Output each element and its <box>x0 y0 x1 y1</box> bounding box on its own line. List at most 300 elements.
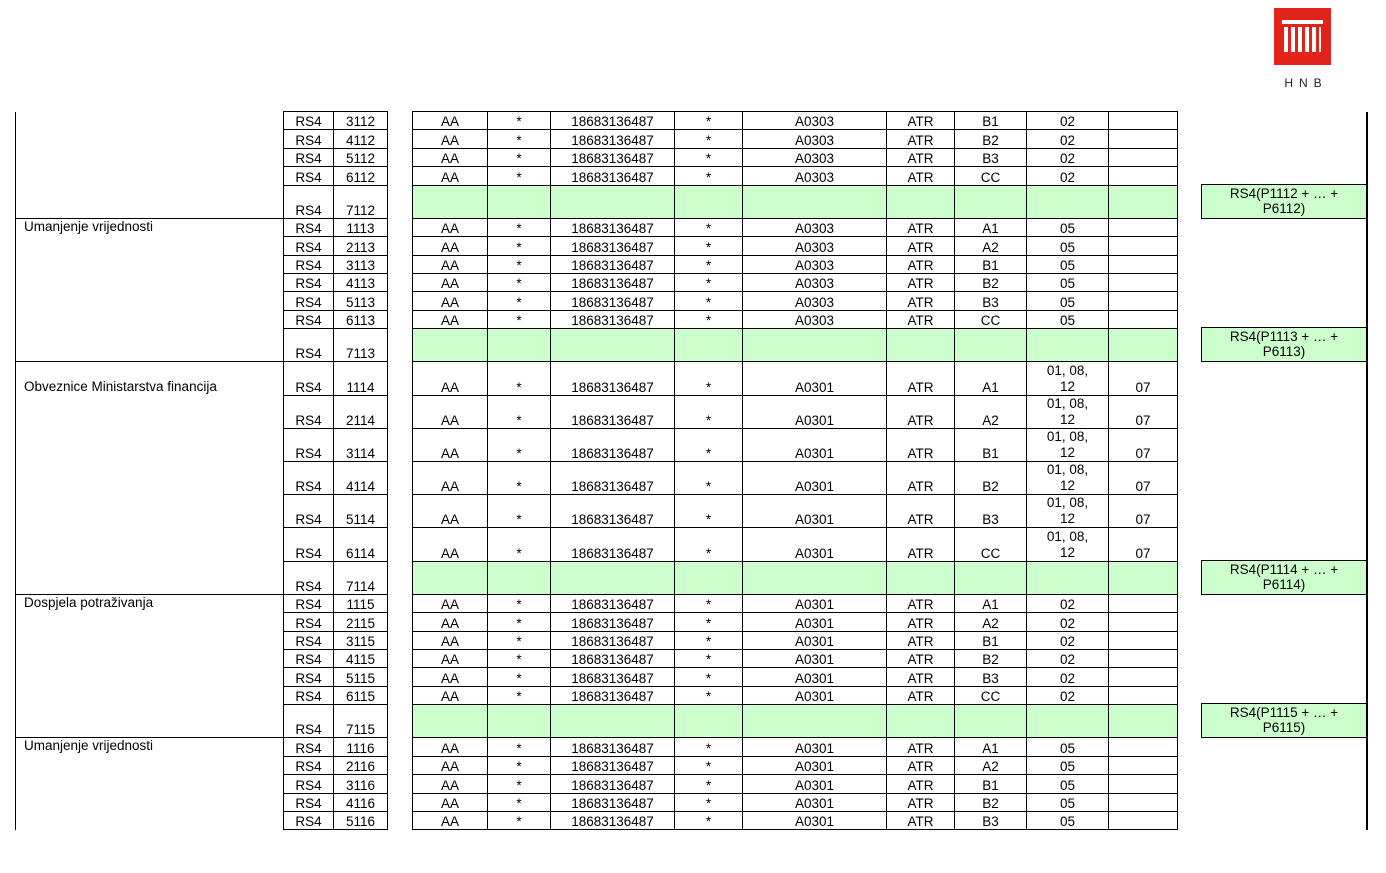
cell-value: RS4 <box>295 689 322 705</box>
cell-value: AA <box>440 759 459 775</box>
cell-value: A2 <box>982 759 999 775</box>
cell-value: A0301 <box>794 670 835 686</box>
cell-c1 <box>283 255 334 274</box>
cell-value: A0303 <box>794 313 835 329</box>
cell-c2 <box>333 328 388 362</box>
cell-value: RS4 <box>295 132 322 148</box>
cell-c11 <box>1108 737 1178 756</box>
cell-c11 <box>1108 631 1178 650</box>
cell-c6 <box>674 667 743 686</box>
cell-value: RS4 <box>295 795 322 811</box>
cell-value: 01, 08, 12 <box>1046 528 1089 560</box>
cell-c9 <box>954 527 1027 561</box>
cell-c3 <box>412 236 488 255</box>
cell-c5 <box>550 793 675 812</box>
cell-value: CC <box>980 169 1001 185</box>
cell-c9 <box>954 686 1027 705</box>
cell-c8 <box>886 527 955 561</box>
logo-text: HNB <box>1284 76 1328 90</box>
cell-c10 <box>1026 793 1109 812</box>
cell-c11 <box>1108 273 1178 292</box>
cell-c10 <box>1026 291 1109 310</box>
cell-c10 <box>1026 756 1109 775</box>
cell-value: * <box>516 479 522 495</box>
cell-c4 <box>487 129 551 148</box>
cell-value: 1113 <box>346 221 375 237</box>
cell-c5 <box>550 667 675 686</box>
cell-c8 <box>886 361 955 395</box>
cell-value: ATR <box>907 294 934 310</box>
cell-value: * <box>705 633 712 649</box>
cell-c7 <box>742 166 887 185</box>
cell-c8 <box>886 737 955 756</box>
cell-c4 <box>487 494 551 528</box>
cell-value: * <box>705 132 712 148</box>
cell-c10 <box>1026 527 1109 561</box>
cell-c7 <box>742 737 887 756</box>
cell-value: 18683136487 <box>571 652 654 668</box>
cell-value: 18683136487 <box>571 169 654 185</box>
cell-c9 <box>954 361 1027 395</box>
section-label: Umanjenje vrijednosti <box>24 738 154 754</box>
cell-c3 <box>412 328 488 362</box>
cell-c5 <box>550 185 675 219</box>
cell-c6 <box>674 756 743 775</box>
cell-value: RS4 <box>295 379 322 395</box>
cell-c3 <box>412 737 488 756</box>
cell-value: ATR <box>907 412 934 428</box>
cell-value: 05 <box>1059 257 1076 273</box>
cell-c8 <box>886 129 955 148</box>
cell-value: * <box>705 239 712 255</box>
cell-value: 5115 <box>345 670 376 686</box>
cell-value: AA <box>440 777 459 793</box>
hnb-logo <box>1272 8 1332 88</box>
cell-value: * <box>516 412 522 428</box>
cell-value: * <box>705 670 712 686</box>
cell-value: * <box>705 412 712 428</box>
cell-value: * <box>516 615 522 631</box>
cell-value: 02 <box>1059 114 1076 130</box>
cell-value: * <box>516 777 522 793</box>
cell-value: A0303 <box>794 257 835 273</box>
cell-value: RS4 <box>295 221 322 237</box>
cell-value: 05 <box>1059 740 1076 756</box>
cell-c9 <box>954 612 1027 631</box>
cell-c7 <box>742 185 887 219</box>
cell-value: AA <box>440 132 459 148</box>
cell-value: 05 <box>1059 795 1076 811</box>
cell-value: * <box>705 545 712 561</box>
cell-c10 <box>1026 667 1109 686</box>
cell-value: * <box>705 257 712 273</box>
cell-value: AA <box>440 633 459 649</box>
cell-c3 <box>412 395 488 429</box>
cell-value: 3112 <box>345 114 376 130</box>
cell-c10 <box>1026 428 1109 462</box>
cell-value: 18683136487 <box>571 689 654 705</box>
cell-c10 <box>1026 561 1109 595</box>
cell-value: B1 <box>982 633 999 649</box>
cell-value: RS4 <box>295 294 322 310</box>
cell-c7 <box>742 631 887 650</box>
cell-c2 <box>333 255 388 274</box>
cell-value: RS4 <box>295 777 322 793</box>
cell-c10 <box>1026 737 1109 756</box>
cell-c8 <box>886 291 955 310</box>
cell-c9 <box>954 273 1027 292</box>
cell-value: ATR <box>907 132 934 148</box>
cell-c4 <box>487 793 551 812</box>
cell-value: * <box>705 512 712 528</box>
cell-value: B3 <box>982 814 999 830</box>
cell-c5 <box>550 612 675 631</box>
cell-value: * <box>516 239 522 255</box>
cell-c3 <box>412 793 488 812</box>
cell-c7 <box>742 328 887 362</box>
cell-c1 <box>283 811 334 830</box>
cell-c7 <box>742 667 887 686</box>
cell-value: AA <box>440 689 459 705</box>
cell-value: AA <box>440 597 459 613</box>
cell-value: 18683136487 <box>571 777 654 793</box>
cell-value: A0301 <box>794 545 835 561</box>
cell-c5 <box>550 774 675 793</box>
cell-c3 <box>412 612 488 631</box>
cell-value: * <box>516 633 522 649</box>
cell-c6 <box>674 612 743 631</box>
cell-value: * <box>516 132 522 148</box>
cell-c2 <box>333 395 388 429</box>
cell-c5 <box>550 527 675 561</box>
cell-value: A0301 <box>794 652 835 668</box>
cell-value: * <box>705 759 712 775</box>
cell-value: AA <box>440 814 459 830</box>
cell-value: B2 <box>982 479 999 495</box>
cell-value: RS4 <box>295 445 322 461</box>
cell-value: ATR <box>907 114 934 130</box>
cell-c3 <box>412 273 488 292</box>
cell-value: A0301 <box>794 633 835 649</box>
cell-c3 <box>412 185 488 219</box>
cell-c4 <box>487 291 551 310</box>
cell-c11 <box>1108 328 1178 362</box>
cell-c5 <box>550 594 675 613</box>
cell-c5 <box>550 631 675 650</box>
cell-c8 <box>886 218 955 237</box>
cell-value: ATR <box>907 615 934 631</box>
cell-c9 <box>954 255 1027 274</box>
cell-value: * <box>705 445 712 461</box>
cell-c8 <box>886 649 955 668</box>
cell-c7 <box>742 111 887 130</box>
cell-c6 <box>674 310 743 329</box>
cell-c3 <box>412 310 488 329</box>
cell-value: 07 <box>1135 412 1151 428</box>
cell-c11 <box>1108 811 1178 830</box>
cell-value: AA <box>440 257 459 273</box>
section-label: Obveznice Ministarstva financija <box>24 378 217 394</box>
cell-value: 02 <box>1059 670 1076 686</box>
cell-value: A0301 <box>794 479 835 495</box>
cell-value: 2116 <box>345 759 376 775</box>
cell-c7 <box>742 561 887 595</box>
cell-c11 <box>1108 395 1178 429</box>
cell-c2 <box>333 310 388 329</box>
cell-c8 <box>886 255 955 274</box>
cell-c11 <box>1108 561 1178 595</box>
cell-c4 <box>487 255 551 274</box>
cell-value: * <box>516 545 522 561</box>
cell-c5 <box>550 649 675 668</box>
cell-value: AA <box>440 652 459 668</box>
cell-value: 6112 <box>345 169 376 185</box>
cell-value: * <box>705 313 712 329</box>
cell-c8 <box>886 494 955 528</box>
cell-value: * <box>516 512 522 528</box>
cell-value: ATR <box>907 545 934 561</box>
cell-value: * <box>516 814 522 830</box>
cell-value: * <box>516 795 522 811</box>
cell-c11 <box>1108 310 1178 329</box>
cell-value: * <box>705 114 712 130</box>
cell-value: 18683136487 <box>571 615 654 631</box>
cell-c4 <box>487 561 551 595</box>
cell-value: CC <box>980 313 1001 329</box>
cell-value: ATR <box>907 169 934 185</box>
cell-value: * <box>705 221 712 237</box>
cell-c10 <box>1026 494 1109 528</box>
cell-value: ATR <box>907 814 934 830</box>
cell-value: ATR <box>907 597 934 613</box>
cell-c1 <box>283 148 334 167</box>
cell-c3 <box>412 291 488 310</box>
cell-c4 <box>487 361 551 395</box>
formula-box: RS4(P1113 + … + P6113) <box>1201 327 1367 362</box>
cell-value: A0301 <box>794 689 835 705</box>
cell-value: 3116 <box>345 777 376 793</box>
cell-c10 <box>1026 273 1109 292</box>
cell-c2 <box>333 594 388 613</box>
cell-c2 <box>333 704 388 738</box>
cell-c5 <box>550 811 675 830</box>
cell-c2 <box>333 793 388 812</box>
cell-value: 05 <box>1059 276 1076 292</box>
cell-c10 <box>1026 111 1109 130</box>
cell-c5 <box>550 236 675 255</box>
cell-c6 <box>674 774 743 793</box>
cell-c8 <box>886 612 955 631</box>
cell-value: * <box>516 597 522 613</box>
cell-c10 <box>1026 774 1109 793</box>
cell-value: AA <box>440 412 459 428</box>
cell-c1 <box>283 166 334 185</box>
cell-value: 5114 <box>345 512 376 528</box>
cell-c9 <box>954 461 1027 495</box>
cell-c2 <box>333 218 388 237</box>
cell-c10 <box>1026 811 1109 830</box>
cell-value: AA <box>440 313 459 329</box>
cell-c10 <box>1026 129 1109 148</box>
cell-value: * <box>705 814 712 830</box>
cell-value: * <box>705 379 712 395</box>
cell-value: 05 <box>1059 313 1076 329</box>
cell-value: 07 <box>1135 479 1151 495</box>
cell-value: AA <box>440 239 459 255</box>
cell-c4 <box>487 148 551 167</box>
cell-value: A2 <box>982 615 999 631</box>
cell-c9 <box>954 594 1027 613</box>
cell-value: ATR <box>907 445 934 461</box>
cell-c11 <box>1108 148 1178 167</box>
cell-value: * <box>705 169 712 185</box>
cell-c8 <box>886 811 955 830</box>
cell-value: RS4 <box>295 814 322 830</box>
cell-c5 <box>550 166 675 185</box>
cell-value: 4112 <box>345 132 376 148</box>
cell-value: 3113 <box>345 257 376 273</box>
cell-c7 <box>742 428 887 462</box>
cell-value: 01, 08, 12 <box>1046 395 1089 427</box>
cell-c4 <box>487 185 551 219</box>
cell-c7 <box>742 361 887 395</box>
cell-c2 <box>333 649 388 668</box>
cell-value: * <box>516 689 522 705</box>
hnb-building-icon <box>1274 8 1331 65</box>
cell-value: * <box>705 777 712 793</box>
cell-value: RS4 <box>295 239 322 255</box>
cell-value: A0301 <box>794 379 835 395</box>
cell-c6 <box>674 686 743 705</box>
cell-value: A0301 <box>794 412 835 428</box>
cell-value: 7112 <box>345 202 376 218</box>
cell-c6 <box>674 218 743 237</box>
cell-c8 <box>886 756 955 775</box>
cell-c6 <box>674 428 743 462</box>
cell-c8 <box>886 631 955 650</box>
cell-value: 02 <box>1059 169 1076 185</box>
cell-value: RS4 <box>295 257 322 273</box>
cell-c11 <box>1108 649 1178 668</box>
cell-value: 6113 <box>345 313 376 329</box>
cell-c11 <box>1108 218 1178 237</box>
cell-c8 <box>886 793 955 812</box>
cell-value: 2114 <box>345 412 376 428</box>
cell-value: RS4 <box>295 740 322 756</box>
cell-value: RS4 <box>295 479 322 495</box>
cell-c1 <box>283 236 334 255</box>
cell-value: 1114 <box>346 379 375 395</box>
cell-c5 <box>550 291 675 310</box>
cell-value: RS4 <box>295 597 322 613</box>
cell-c3 <box>412 631 488 650</box>
cell-c3 <box>412 111 488 130</box>
cell-value: A0303 <box>794 239 835 255</box>
cell-value: ATR <box>907 379 934 395</box>
cell-value: ATR <box>907 151 934 167</box>
cell-c11 <box>1108 111 1178 130</box>
cell-value: * <box>705 597 712 613</box>
cell-c4 <box>487 273 551 292</box>
cell-c1 <box>283 218 334 237</box>
cell-c8 <box>886 428 955 462</box>
cell-c5 <box>550 561 675 595</box>
cell-value: 18683136487 <box>571 670 654 686</box>
cell-c10 <box>1026 704 1109 738</box>
cell-value: B3 <box>982 151 999 167</box>
cell-value: * <box>705 652 712 668</box>
cell-c1 <box>283 129 334 148</box>
cell-value: 7114 <box>345 578 376 594</box>
cell-c11 <box>1108 704 1178 738</box>
cell-value: 18683136487 <box>571 239 654 255</box>
cell-c10 <box>1026 328 1109 362</box>
cell-value: 18683136487 <box>571 276 654 292</box>
cell-c4 <box>487 774 551 793</box>
cell-c2 <box>333 361 388 395</box>
cell-c2 <box>333 631 388 650</box>
cell-value: RS4 <box>295 652 322 668</box>
cell-c7 <box>742 793 887 812</box>
cell-c3 <box>412 361 488 395</box>
cell-c5 <box>550 686 675 705</box>
section-divider <box>16 361 284 362</box>
cell-value: AA <box>440 114 459 130</box>
cell-value: * <box>516 276 522 292</box>
cell-c4 <box>487 218 551 237</box>
cell-value: A0303 <box>794 169 835 185</box>
cell-c11 <box>1108 166 1178 185</box>
cell-c7 <box>742 756 887 775</box>
cell-value: ATR <box>907 652 934 668</box>
cell-c11 <box>1108 594 1178 613</box>
cell-c8 <box>886 236 955 255</box>
cell-value: 18683136487 <box>571 114 654 130</box>
cell-c7 <box>742 527 887 561</box>
cell-value: A0303 <box>794 132 835 148</box>
cell-value: 05 <box>1059 294 1076 310</box>
cell-c5 <box>550 461 675 495</box>
cell-c3 <box>412 166 488 185</box>
cell-c4 <box>487 631 551 650</box>
cell-value: B3 <box>982 294 999 310</box>
cell-value: B1 <box>982 257 999 273</box>
cell-c10 <box>1026 461 1109 495</box>
cell-c8 <box>886 461 955 495</box>
cell-value: 18683136487 <box>571 445 654 461</box>
cell-c9 <box>954 561 1027 595</box>
cell-value: B1 <box>982 445 999 461</box>
cell-value: AA <box>440 512 459 528</box>
cell-value: A1 <box>982 597 999 613</box>
cell-value: ATR <box>907 512 934 528</box>
cell-c8 <box>886 273 955 292</box>
cell-value: 18683136487 <box>571 545 654 561</box>
cell-value: 5116 <box>345 814 376 830</box>
cell-value: 18683136487 <box>571 633 654 649</box>
cell-c9 <box>954 667 1027 686</box>
cell-value: AA <box>440 276 459 292</box>
cell-c5 <box>550 111 675 130</box>
cell-value: 3115 <box>345 633 376 649</box>
cell-value: * <box>705 276 712 292</box>
cell-value: * <box>705 689 712 705</box>
cell-c3 <box>412 756 488 775</box>
cell-c8 <box>886 667 955 686</box>
cell-c11 <box>1108 236 1178 255</box>
cell-c11 <box>1108 793 1178 812</box>
cell-c6 <box>674 166 743 185</box>
